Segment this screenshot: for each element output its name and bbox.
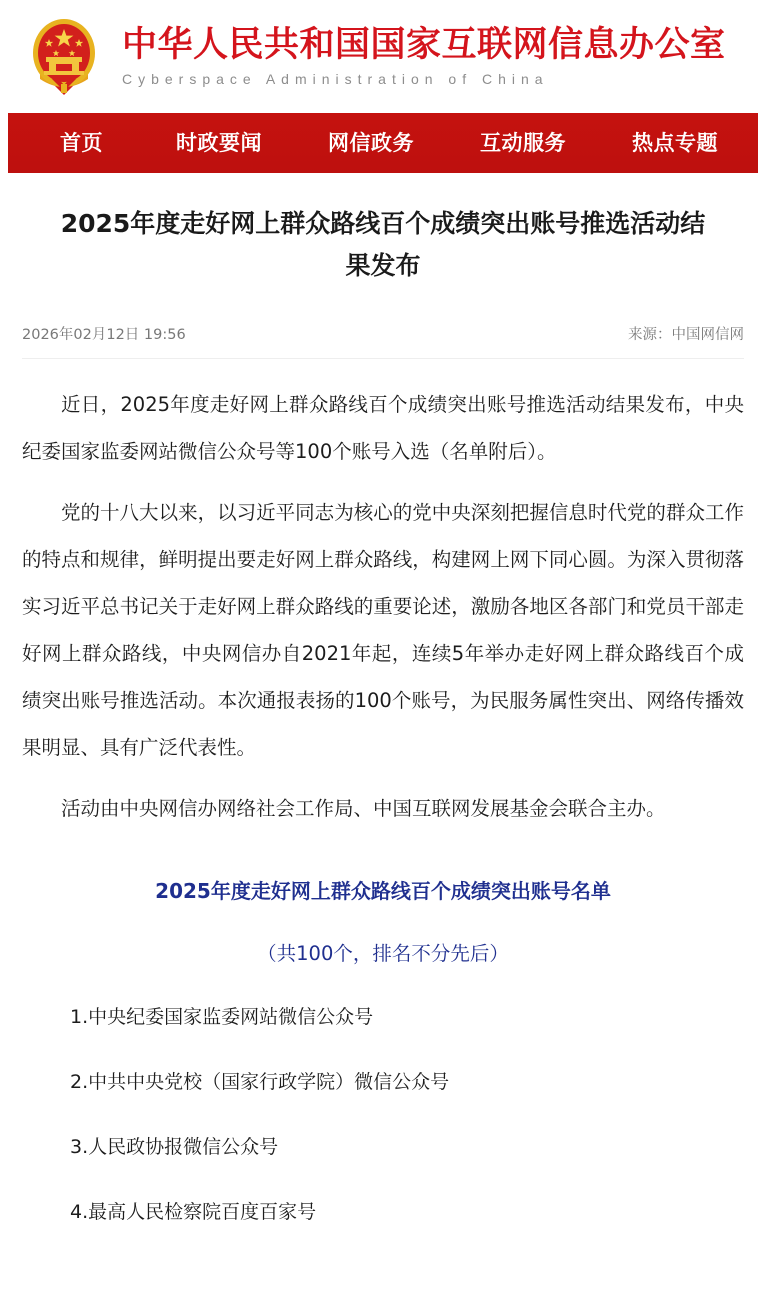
site-title-cn: 中华人民共和国国家互联网信息办公室	[122, 24, 726, 65]
article-meta	[22, 323, 744, 359]
main-navigation	[8, 113, 758, 173]
paragraph-2: 党的十八大以来，以习近平同志为核心的党中央深刻把握信息时代党的群众工作的特点和规律，鲜明提出要走好网上群众路线，构建网上网下同心圆。为深入贯彻落实习近平总书记关于走好网上群众路线的重要论述，激励各地区各部门和党员干部走好网上群众路线，中央网信办自2021年起，连续5年举办走好网上群众路线百个成绩突出账号推选活动。本次通报表扬的100个账号，为民服务属性突出、网络传播效果明显、具有广泛代表性。	[22, 501, 744, 759]
list-subheading: （共100个，排名不分先后）	[257, 942, 509, 965]
nav-wrapper	[0, 110, 766, 177]
list-item: 3.人民政协报微信公众号	[70, 1136, 279, 1158]
nav-item-topics[interactable]: 热点专题	[632, 131, 718, 155]
nav-item-home[interactable]: 首页	[60, 131, 103, 155]
site-header	[0, 0, 766, 110]
page-body	[0, 177, 766, 1280]
site-title-en: Cyberspace Administration of China	[122, 70, 549, 87]
page-title: 2025年度走好网上群众路线百个成绩突出账号推选活动结果发布	[60, 209, 706, 280]
nav-item-services[interactable]: 互动服务	[480, 131, 566, 155]
list-item: 1.中央纪委国家监委网站微信公众号	[70, 1006, 374, 1028]
account-name-list	[22, 1000, 744, 1280]
nav-item-news[interactable]: 时政要闻	[176, 131, 262, 155]
list-heading: 2025年度走好网上群众路线百个成绩突出账号名单	[155, 879, 611, 903]
list-item: 4.最高人民检察院百度百家号	[70, 1201, 317, 1223]
list-item: 2.中共中央党校（国家行政学院）微信公众号	[70, 1071, 450, 1093]
paragraph-3: 活动由中央网信办网络社会工作局、中国互联网发展基金会联合主办。	[61, 797, 666, 820]
publish-date: 2026年02月12日 19:56	[22, 327, 186, 343]
paragraph-1: 近日，2025年度走好网上群众路线百个成绩突出账号推选活动结果发布，中央纪委国家监委网站微信公众号等100个账号入选（名单附后）。	[22, 393, 744, 463]
article-body	[22, 359, 744, 1280]
national-emblem-icon	[22, 9, 106, 101]
article-container	[0, 177, 766, 1280]
nav-item-affairs[interactable]: 网信政务	[328, 131, 414, 155]
article-source: 来源：中国网信网	[628, 327, 744, 343]
header-text-block	[122, 23, 726, 88]
